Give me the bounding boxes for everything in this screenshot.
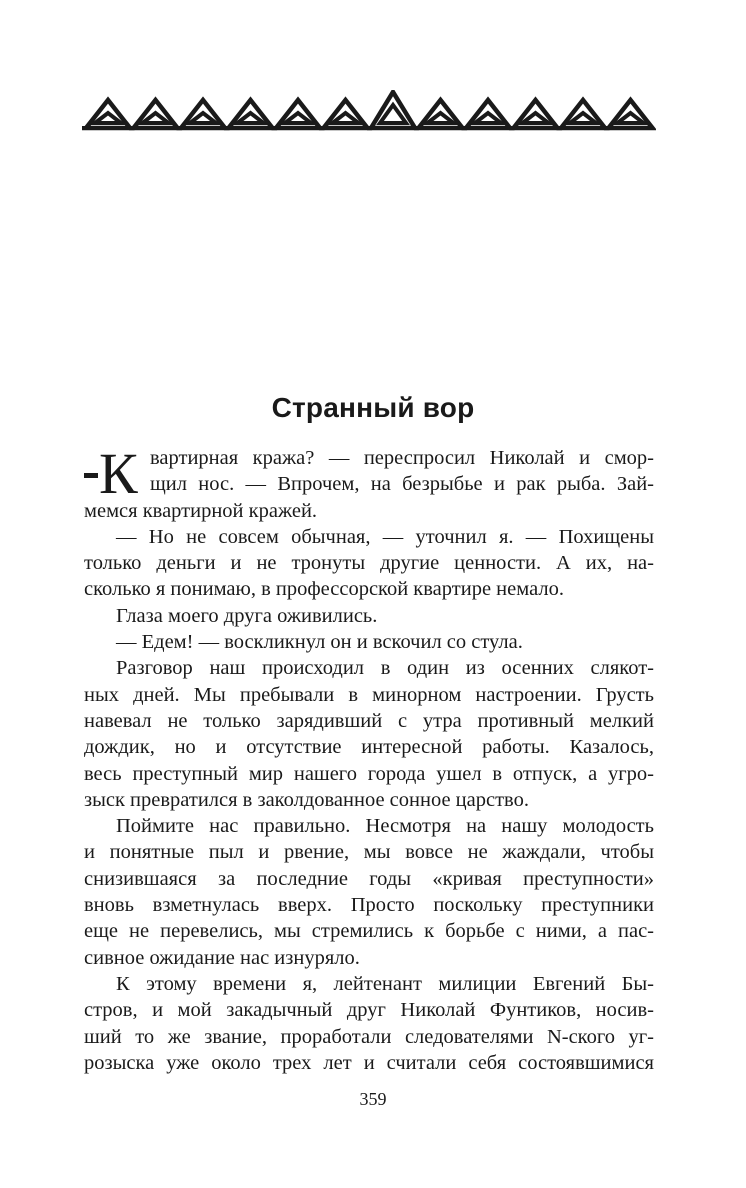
text-line: дождик, но и отсутствие интересной работы. Казалось, [84,736,654,759]
text-line: вновь взметнулась вверх. Просто поскольку преступники [84,894,654,917]
paragraph [84,445,654,524]
text-line: — Едем! — воскликнул он и вскочил со стула. [116,631,523,654]
text-line: снизившаяся за последние годы «кривая преступности» [84,867,654,890]
body-text [84,441,654,1076]
decorative-triangle-ornament-icon [82,90,656,136]
text-line: мемся квартирной кражей. [84,499,318,522]
text-line: вартирная кража? — переспросил Николай и смор- [150,447,654,469]
paragraph [84,971,654,1076]
text-line: ший то же звание, проработали следователями N-ского уг- [84,1025,654,1048]
paragraph [84,655,654,813]
text-line: К этому времени я, лейтенант милиции Евгений Бы- [116,972,654,995]
text-line: сколько я понимаю, в профессорской квартире немало. [84,578,564,601]
text-line: навевал не только зарядивший с утра противный мелкий [84,709,654,732]
text-line: Глаза моего друга оживились. [116,604,378,627]
text-line: еще не перевелись, мы стремились к борьбе с ними, а пас- [84,920,654,943]
text-line: розыска уже около трех лет и считали себя состоявшимися [84,1051,654,1074]
chapter-title: Странный вор [271,392,475,423]
text-line: и понятные пыл и рвение, мы вовсе не жаждали, чтобы [84,841,654,864]
paragraph [84,629,654,655]
text-line: ных дней. Мы пребывали в минорном настроении. Грусть [84,683,654,706]
paragraph [84,524,654,603]
text-line: только деньги и не тронуты другие ценности. А их, на- [84,552,654,575]
text-line: зыск превратился в заколдованное сонное царство. [84,788,529,811]
text-line: — Но не совсем обычная, — уточнил я. — Похищены [116,525,654,548]
paragraph [84,813,654,971]
dash-mark [84,473,98,478]
text-line: сивное ожидание нас изнуряло. [84,946,360,969]
text-line: весь преступный мир нашего города ушел в отпуск, а угро- [84,762,654,785]
text-line: Поймите нас правильно. Несмотря на нашу молодость [116,815,654,838]
text-line: стров, и мой закадычный друг Николай Фунтиков, носив- [84,999,654,1022]
text-line: щил нос. — Впрочем, на безрыбье и рак рыба. Зай- [150,473,654,496]
page-number: 359 [359,1089,387,1109]
drop-cap: К [84,449,138,499]
paragraph [84,603,654,629]
text-line: Разговор наш происходил в один из осенних слякот- [116,657,654,680]
